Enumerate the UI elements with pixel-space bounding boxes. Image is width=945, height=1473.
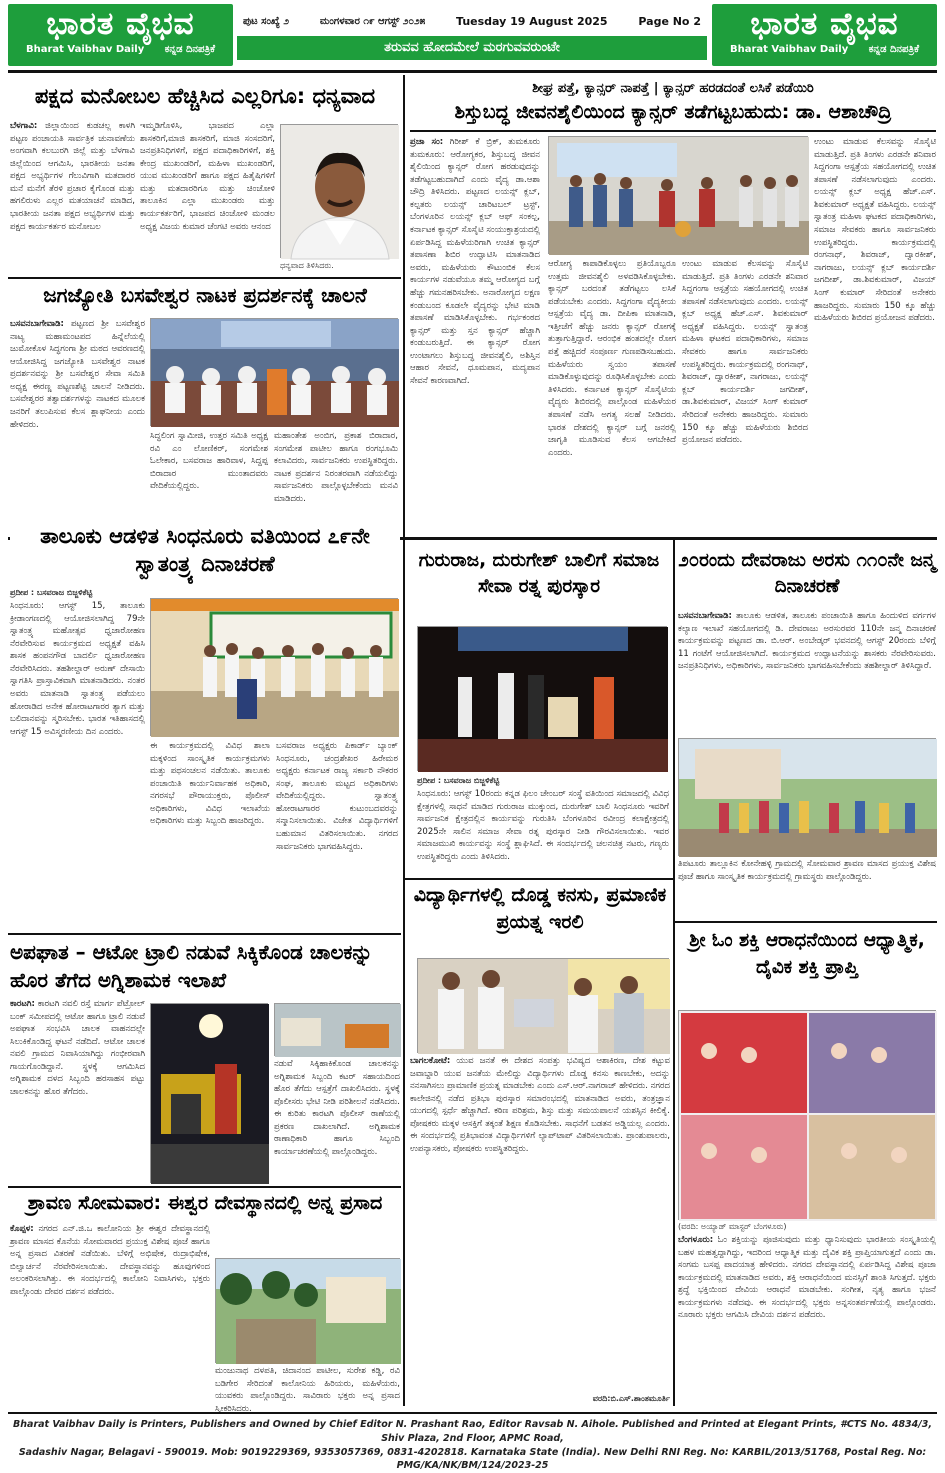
headline-thanks: ಪಕ್ಷದ ಮನೋಬಲ ಹೆಚ್ಚಿಸಿದ ಎಲ್ಲರಿಗೂ: ಧನ್ಯವಾದ <box>34 84 376 108</box>
portrait-caption: ಧನ್ಯವಾದ ತಿಳಿಸಿದರು. <box>280 261 334 270</box>
section-rule <box>8 1186 401 1188</box>
signoff: ವರದಿ:ಬಿ.ಎಸ್.ಶಾಂತಮೂರ್ತಿ <box>592 1394 670 1403</box>
headline-shravana: ಶ್ರಾವಣ ಸೋಮವಾರ: ಈಶ್ವರ ದೇವಸ್ಥಾನದಲ್ಲಿ ಅನ್ನ ಪ್ರಸಾದ <box>27 1192 383 1214</box>
logo-kn: ಕನ್ನಡ ದಿನಪತ್ರಿಕೆ <box>164 44 215 55</box>
headline-students: ವಿದ್ಯಾರ್ಥಿಗಳಲ್ಲಿ ದೊಡ್ಡ ಕನಸು, ಪ್ರಮಾಣಿಕ ಪ್ರಯತ್ನ ಇರಲಿ <box>413 884 667 933</box>
headline-accident: ಅಪಘಾತ – ಆಟೋ ಟ್ರಾಲಿ ನಡುವೆ ಸಿಕ್ಕಿಕೊಂಡ ಚಾಲಕನ್ನು ಹೊರ ತೆಗೆದ ಅಗ್ನಿಶಾಮಕ ಇಲಾಖೆ <box>10 940 373 992</box>
section-rule <box>410 130 936 132</box>
logo-en: Bharat Vaibhav Daily <box>26 44 145 55</box>
issue-number: ಪುಟ ಸಂಖ್ಯೆ ೨ <box>243 15 290 27</box>
dateline: ಬೆಂಗಳೂರು: <box>678 1235 714 1245</box>
accident-photo-2 <box>274 1003 400 1056</box>
body-text: ಪಟ್ಟಣದ ಶ್ರೀ ಬಸವೇಶ್ವರ ನಾಟ್ಯ ಮಹಾಮಂಟಪದ ಹಿನ್ನೆಲೆಯಲ್ಲಿ ಜುಮೋಕೊಳ ಸಿದ್ಧಗಂಗಾ ಶ್ರೀ ಮಠದ ಆವರಣದಲ್ಲಿ ಆಯೋಜಿಸಿದ್ದ ಜಗಜ್ಯೋತಿ ಬಸವೇಶ್ವರ ನಾಟಕ ಪ್ರದರ್ಶನವನ್ನು ಶ್ರೀ ಬಸವೇಶ್ವರ ಸೇವಾ ಸಮಿತಿ ಅಧ್ಯಕ್ಷ ಈರಣ್ಣ ಪಟ್ಟಣಶೆಟ್ಟಿ ಚಾಲನೆ ನೀಡಿದರು. ಬಸವೇಶ್ವರರ ತತ್ವಾದರ್ಶಗಳನ್ನು ನಾಟಕದ ಮೂಲಕ ಜನರಿಗೆ ತಲುಪಿಸುವ ಕೆಲಸ ಶ್ಲಾಘನೀಯ ಎಂದು ಹೇಳಿದರು. <box>10 319 146 430</box>
issue-date: Tuesday 19 August 2025 <box>456 14 608 28</box>
students-photo <box>417 958 669 1053</box>
article-independence-col2: ಈ ಕಾರ್ಯಕ್ರಮದಲ್ಲಿ ವಿವಿಧ ಶಾಲಾ ಮಕ್ಕಳಿಂದ ಸಾಂಸ್ಕೃತಿಕ ಕಾರ್ಯಕ್ರಮಗಳು ಮತ್ತು ಪಥಸಂಚಲನ ನಡೆಯಿತು. ತಾಲೂಕು ಪಂಚಾಯಿತಿ ಕಾರ್ಯನಿರ್ವಾಹಕ ಅಧಿಕಾರಿ, ನಗರಸಭೆ ಪೌರಾಯುಕ್ತರು, ಪೊಲೀಸ್ ಅಧಿಕಾರಿಗಳು, ವಿವಿಧ ಇಲಾಖೆಯ ಅಧಿಕಾರಿಗಳು ಮತ್ತು ಸಿಬ್ಬಂದಿ ಹಾಜರಿದ್ದರು. <box>150 741 270 827</box>
section-rule <box>8 277 401 279</box>
article-independence-col1: ಸಿಂಧನೂರು: ಆಗಸ್ಟ್ 15, ತಾಲೂಕು ಕ್ರೀಡಾಂಗಣದಲ್ಲಿ ಆಯೋಜಿಸಲಾಗಿದ್ದ 79ನೇ ಸ್ವಾತಂತ್ರ್ಯ ಮಹೋತ್ಸವ ಧ್ವಜಾರೋಹಣ ನೆರವೇರಿಸುವ ಕಾರ್ಯಕ್ರಮದ ಅಧ್ಯಕ್ಷತೆ ವಹಿಸಿ ಶಾಸಕ ಹಂಪನಗೌಡ ಬಾದರ್ಲಿ ಧ್ವಜಾರೋಹಣ ನೆರವೇರಿಸಿದರು. ತಹಶೀಲ್ದಾರ್ ಅರುಣ್ ದೇಸಾಯಿ ಸ್ವಾಗತಿಸಿ ಪ್ರಾಸ್ತಾವಿಕವಾಗಿ ಮಾತನಾಡಿದರು. ನಂತರ ಅವರು ಮಾತನಾಡಿ ಸ್ವಾತಂತ್ರ್ಯ ಪಡೆಯಲು ಹೋರಾಡಿದ ಅನೇಕ ಹೋರಾಟಗಾರರ ತ್ಯಾಗ ಮತ್ತು ಬಲಿದಾನವನ್ನು ಸ್ಮರಿಸಬೇಕು. ಭಾರತ ಇತಿಹಾಸದಲ್ಲಿ ಆಗಸ್ಟ್ 15 ಅವಿಸ್ಮರಣೀಯ ದಿನ ಎಂದರು. <box>10 601 145 737</box>
body-text: ಕಾರಟಗಿ ನವಲಿ ರಸ್ತೆ ಮಾರ್ಗ ಪೆಟ್ರೋಲ್ ಬಂಕ್ ಸಮೀಪದಲ್ಲಿ ಆಟೋ ಹಾಗೂ ಟ್ರಾಲಿ ನಡುವೆ ಅಪಘಾತ ಸಂಭವಿಸಿ ಚಾಲಕ ವಾಹನದಲ್ಲೇ ಸಿಲುಕಿಕೊಂಡಿದ್ದ ಘಟನೆ ನಡೆದಿದೆ. ಆಟೋ ಚಾಲಕ ನವಲಿ ಗ್ರಾಮದ ನಿವಾಸಿಯಾಗಿದ್ದು ಗಂಭೀರವಾಗಿ ಗಾಯಗೊಂಡಿದ್ದಾನೆ. ಸ್ಥಳಕ್ಕೆ ಆಗಮಿಸಿದ ಅಗ್ನಿಶಾಮಕ ದಳದ ಸಿಬ್ಬಂದಿ ಹರಸಾಹಸ ಪಟ್ಟು ಚಾಲಕನನ್ನು ಹೊರ ತೆಗೆದರು. <box>10 999 145 1098</box>
article-shravana-col2: ಮಂಜುನಾಥ ದಳಪತಿ, ಚಿದಾನಂದ ಪಾಟೀಲ, ಸುರೇಶ ಕಡ್ಡಿ, ರವಿ ಬಡಿಗೇರ ಸೇರಿದಂತೆ ಕಾಲೋನಿಯ ಹಿರಿಯರು, ಮಹಿಳೆಯರು, ಯುವಕರು ಪಾಲ್ಗೊಂಡಿದ್ದರು. ಸಾವಿರಾರು ಭಕ್ತರು ಅನ್ನ ಪ್ರಸಾದ ಸ್ವೀಕರಿಸಿದರು. <box>215 1366 400 1414</box>
dateline: ಪ್ರದೀಪ : ಬಸವರಾಜ ಬಿಜ್ಜಳಿಕೆಟ್ಟಿ <box>10 588 93 597</box>
village-caption: ತಿಪಟೂರು ತಾಲ್ಲೂಕಿನ ಕೋನೇಹಳ್ಳಿ ಗ್ರಾಮದಲ್ಲಿ ಸೋಮವಾರ ಶ್ರಾವಣ ಮಾಸದ ಪ್ರಯುಕ್ತ ವಿಶೇಷ ಪೂಜೆ ಹಾಗೂ ಸಾಂಸ್ಕೃತಿಕ ಕಾರ್ಯಕ್ರಮದಲ್ಲಿ ಗ್ರಾಮಸ್ಥರು ಪಾಲ್ಗೊಂಡಿದ್ದರು. <box>678 859 936 882</box>
award-photo <box>417 626 667 771</box>
drama-photo <box>150 318 398 426</box>
article-thanks-col1 <box>10 120 135 272</box>
dateline: ಕೊಪ್ಪಳ: <box>10 1224 34 1234</box>
dateline: ಬೆಳಗಾವಿ: <box>10 121 38 131</box>
slogan-banner: ತರುವವ ಹೋದಮೇಲೆ ಮರಗುವವರುಂಟೇ <box>237 36 707 60</box>
article-thanks-col2: ಇಮ್ಮಡಿಗೊಳಿಸಿ, ಭಾಜಪದ ಎಲ್ಲಾ ಶಾಸಕರಿಗೆ,ಮಾಜಿ ಶಾಸಕರಿಗೆ, ಮಾಜಿ ಸಂಸದರಿಗೆ, ಜನಪ್ರತಿನಿಧಿಗಳಿಗೆ, ಪಕ್ಷದ ಪದಾಧಿಕಾರಿಗಳಿಗೆ, ಶಕ್ತಿ ಕೇಂದ್ರ ಮುಖಂಡರಿಗೆ, ಮಹಿಳಾ ಮುಖಂಡರಿಗೆ, ಯುವ ಮುಖಂಡರಿಗೆ ಹಾಗೂ ಪಕ್ಷದ ಹಿತೈಷಿಗಳಿಗೆ ಮತ್ತು ಮತದಾರರಿಗೂ ಮತ್ತು ಚಿಂಚೋಳಿ ತಾಲೂಕಿನ ಎಲ್ಲಾ ಮುಖಂಡರು ಮತ್ತು ಕಾರ್ಯಕರ್ತರಿಗೆ, ಭಾಜಪದ ಚಿಂಚೋಳಿ ಮಂಡಲ ಅಧ್ಯಕ್ಷ ವಿಜಯ ಕುಮಾರ ಚೆಂಗಟಿ ಅವರು ಆನಂದ <box>140 121 275 232</box>
dateline: ಪ್ರದೀಪ : ಬಸವರಾಜ ಬಿಜ್ಜಳಿಕೆಟ್ಟಿ <box>417 776 500 785</box>
article-basavesh-col3: ಮಹಾಂತೇಶ ಅಂಬಿಗ, ಪ್ರಕಾಶ ಬಿರಾದಾರ, ಸಂಗಮೇಶ ಪಾಟೀಲ ಹಾಗೂ ರಂಗಭೂಮಿ ಕಲಾವಿದರು, ಸಾರ್ವಜನಿಕರು ಉಪಸ್ಥಿತರಿದ್ದರು. ನಾಟಕ ಪ್ರದರ್ಶನ ನಿರಂತರವಾಗಿ ನಡೆಯಲಿದ್ದು ಸಾರ್ವಜನಿಕರು ಪಾಲ್ಗೊಳ್ಳಬೇಕೆಂದು ಮನವಿ ಮಾಡಿದರು. <box>274 431 398 504</box>
village-photo <box>678 738 936 856</box>
logo-en: Bharat Vaibhav Daily <box>730 44 849 55</box>
article-devaraj-body <box>678 610 936 700</box>
headline-award: ಗುರುರಾಜ, ದುರುಗೇಶ್ ಬಾಲಿಗೆ ಸಮಾಜ ಸೇವಾ ರತ್ನ ಪುರಸ್ಕಾರ <box>418 550 660 597</box>
cancer-camp-photo <box>548 136 808 254</box>
body-text: ತಾಲೂಕು ಆಡಳಿತ, ತಾಲೂಕು ಪಂಚಾಯಿತಿ ಹಾಗೂ ಹಿಂದುಳಿದ ವರ್ಗಗಳ ಕಲ್ಯಾಣ ಇಲಾಖೆ ಸಹಯೋಗದಲ್ಲಿ ಡಿ. ದೇವರಾಜು ಅರಸುರವರ 110ನೇ ಜನ್ಮ ದಿನಾಚರಣೆ ಕಾರ್ಯಕ್ರಮವನ್ನು ಪಟ್ಟಣದ ಡಾ. ಬಿ.ಆರ್. ಅಂಬೇಡ್ಕರ್ ಭವನದಲ್ಲಿ ಆಗಸ್ಟ್ 20ರಂದು ಬೆಳಿಗ್ಗೆ 11 ಗಂಟೆಗೆ ಆಯೋಜಿಸಲಾಗಿದೆ. ಕಾರ್ಯಕ್ರಮದ ಉದ್ಘಾಟನೆಯನ್ನು ಶಾಸಕರು ನೆರವೇರಿಸುವರು. ಜನಪ್ರತಿನಿಧಿಗಳು, ಅಧಿಕಾರಿಗಳು, ಸಾರ್ವಜನಿಕರು ಭಾಗವಹಿಸಬೇಕೆಂದು ತಹಶೀಲ್ದಾರ್ ತಿಳಿಸಿದ್ದಾರೆ. <box>678 611 936 672</box>
article-cancer-col2: ಆರೋಗ್ಯ ಕಾಪಾಡಿಕೊಳ್ಳಲು ಪ್ರತಿಯೊಬ್ಬರೂ ಉತ್ತಮ ಜೀವನಶೈಲಿ ಅಳವಡಿಸಿಕೊಳ್ಳಬೇಕು. ಕ್ಯಾನ್ಸರ್ ಬರದಂತೆ ತಡೆಗಟ್ಟಲು ಲಸಿಕೆ ಪಡೆಯಬೇಕು ಎಂದರು. ಸಿದ್ದಗಂಗಾ ವೈದ್ಯಕೀಯ ಆಸ್ಪತ್ರೆಯ ವೈದ್ಯ ಡಾ. ದೀಪಿಕಾ ಮಾತನಾಡಿ, ಇತ್ತೀಚೆಗೆ ಹೆಚ್ಚು ಜನರು ಕ್ಯಾನ್ಸರ್ ರೋಗಕ್ಕೆ ತುತ್ತಾಗುತ್ತಿದ್ದಾರೆ. ಆರಂಭಿಕ ಹಂತದಲ್ಲೇ ರೋಗ ಪತ್ತೆ ಹಚ್ಚಿದರೆ ಸಂಪೂರ್ಣ ಗುಣಪಡಿಸಬಹುದು. ಮಹಿಳೆಯರು ಸ್ವಯಂ ತಪಾಸಣೆ ಮಾಡಿಕೊಳ್ಳುವುದನ್ನು ರೂಢಿಸಿಕೊಳ್ಳಬೇಕು ಎಂದು ತಿಳಿಸಿದರು. ಕರ್ನಾಟಕ ಕ್ಯಾನ್ಸರ್ ಸೊಸೈಟಿಯ ವೈದ್ಯರು ಶಿಬಿರದಲ್ಲಿ ಪಾಲ್ಗೊಂಡ ಮಹಿಳೆಯರ ತಪಾಸಣೆ ನಡೆಸಿ ಅಗತ್ಯ ಸಲಹೆ ನೀಡಿದರು. ಭಾರತ ದೇಶದಲ್ಲಿ ಕ್ಯಾನ್ಸರ್ ಬಗ್ಗೆ ಜನರಲ್ಲಿ ಜಾಗೃತಿ ಮೂಡಿಸುವ ಕೆಲಸ ಆಗಬೇಕಿದೆ ಎಂದರು. <box>548 259 676 458</box>
shakti-caption: (ವರದಿ: ಅಯ್ಯಾಡ್ ಮಾಸ್ಟರ್ ಬೆಂಗಳೂರು) <box>678 1222 787 1231</box>
article-students-body <box>410 1055 670 1395</box>
body-text: ಯುವ ಜನತೆ ಈ ದೇಶದ ಸಂಪತ್ತು ಭವಿಷ್ಯದ ಆಶಾಕಿರಣ, ದೇಶ ಕಟ್ಟುವ ಜವಾಬ್ದಾರಿ ಯುವ ಜನತೆಯ ಮೇಲಿದ್ದು ವಿದ್ಯಾರ್ಥಿಗಳು ದೊಡ್ಡ ಕನಸು ಕಾಣಬೇಕು, ಅದನ್ನು ನನಸಾಗಿಸಲು ಪ್ರಾಮಾಣಿಕ ಪ್ರಯತ್ನ ಮಾಡಬೇಕು ಎಂದು ಎಸ್.ಆರ್.ನಾಗರಾಜ್ ಹೇಳಿದರು. ನಗರದ ಕಾಲೇಜಿನಲ್ಲಿ ನಡೆದ ಪ್ರತಿಭಾ ಪುರಸ್ಕಾರ ಸಮಾರಂಭದಲ್ಲಿ ಮಾತನಾಡಿದ ಅವರು, ತಂತ್ರಜ್ಞಾನ ಯುಗದಲ್ಲಿ ಸ್ಪರ್ಧೆ ಹೆಚ್ಚಾಗಿದೆ. ಕಠಿಣ ಪರಿಶ್ರಮ, ಶಿಸ್ತು ಮತ್ತು ಸಮಯಪಾಲನೆ ಯಶಸ್ಸಿನ ಕೀಲಿಕೈ. ಪೋಷಕರು ಮಕ್ಕಳ ಆಸಕ್ತಿಗೆ ತಕ್ಕಂತೆ ಶಿಕ್ಷಣ ಕೊಡಿಸಬೇಕು. ಸಾಧನೆಗೆ ಬಡತನ ಅಡ್ಡಿಯಲ್ಲ ಎಂದರು. ಈ ಸಂದರ್ಭದಲ್ಲಿ ಪ್ರತಿಭಾವಂತ ವಿದ್ಯಾರ್ಥಿಗಳಿಗೆ ಲ್ಯಾಪ್‌ಟಾಪ್ ವಿತರಿಸಲಾಯಿತು. ಪ್ರಾಂಶುಪಾಲರು, ಉಪನ್ಯಾಸಕರು, ಪೋಷಕರು ಉಪಸ್ಥಿತರಿದ್ದರು. <box>410 1056 671 1155</box>
dateline: ಕಾರಟಗಿ: <box>10 999 35 1009</box>
accident-photo <box>150 1003 268 1183</box>
article-award-body: ಸಿಂಧನೂರು: ಆಗಸ್ಟ್ 10ರಂದು ಕನ್ನಡ ಫಿಲಂ ಚೇಂಬರ್ ಸಂಸ್ಥೆ ವತಿಯಿಂದ ಸಮಾಜದಲ್ಲಿ ವಿವಿಧ ಕ್ಷೇತ್ರಗಳಲ್ಲಿ ಸಾಧನೆ ಮಾಡಿದ ಗುರುರಾಜ ಮುಕ್ಕುಂದ, ದುರುಗೇಶ್ ಬಾಲಿ ಸಿಂಧನೂರು ಇವರಿಗೆ ಸಾರ್ವಜನಿಕ ಕ್ಷೇತ್ರದಲ್ಲಿನ ಕಾರ್ಯವನ್ನು ಗುರುತಿಸಿ ಬೆಂಗಳೂರಿನ ರವೀಂದ್ರ ಕಲಾಕ್ಷೇತ್ರದಲ್ಲಿ 2025ನೇ ಸಾಲಿನ ಸಮಾಜ ಸೇವಾ ರತ್ನ ಪುರಸ್ಕಾರ ನೀಡಿ ಗೌರವಿಸಲಾಯಿತು. ಇವರ ಸಮಾಜಮುಖಿ ಕಾರ್ಯವನ್ನು ಸಂಸ್ಥೆ ಶ್ಲಾಘಿಸಿದೆ. ಈ ಸಂದರ್ಭದಲ್ಲಿ ಚಲನಚಿತ್ರ ನಟರು, ಗಣ್ಯರು ಉಪಸ್ಥಿತರಿದ್ದರು ಎಂದು ತಿಳಿಸಿದರು. <box>417 789 669 862</box>
dateline: ಬಾಗಲಕೋಟೆ: <box>410 1056 451 1066</box>
column-rule <box>403 75 405 537</box>
section-rule <box>675 921 937 923</box>
article-accident-col1 <box>10 998 145 1178</box>
article-cancer-col3a: ಉಂಟು ಮಾಡುವ ಕೆಲಸವನ್ನು ಸೊಸೈಟಿ ಮಾಡುತ್ತಿದೆ. ಪ್ರತಿ ತಿಂಗಳು ಎರಡನೇ ಶನಿವಾರ ಸಿದ್ದಗಂಗಾ ಆಸ್ಪತ್ರೆಯ ಸಹಯೋಗದಲ್ಲಿ ಉಚಿತ ತಪಾಸಣೆ ನಡೆಸಲಾಗುವುದು ಎಂದರು. ಲಯನ್ಸ್ ಕ್ಲಬ್ ಅಧ್ಯಕ್ಷ ಹೆಚ್.ಎಸ್. ಶಿವಕುಮಾರ್ ಅಧ್ಯಕ್ಷತೆ ವಹಿಸಿದ್ದರು. ಲಯನ್ಸ್ ಸ್ವಾತಂತ್ರ ಮಹಿಳಾ ಘಟಕದ ಪದಾಧಿಕಾರಿಗಳು, ಸಮಾಜ ಸೇವಕರು ಹಾಗೂ ಸಾರ್ವಜನಿಕರು ಉಪಸ್ಥಿತರಿದ್ದರು. ಕಾರ್ಯಕ್ರಮದಲ್ಲಿ ರಂಗನಾಥ್, ಶಿವರಾಜ್, ದ್ವಾರಕೀಶ್, ನಾಗರಾಜು, ಲಯನ್ಸ್ ಕ್ಲಬ್ ಕಾರ್ಯದರ್ಶಿ ಜಗದೀಶ್, ಡಾ.ಶಿವಕುಮಾರ್, ವಿಜಯ್ ಸಿಂಗ್ ಕುಮಾರ್ ಸೇರಿದಂತೆ ಅನೇಕರು ಹಾಜರಿದ್ದರು. ಸುಮಾರು 150 ಕ್ಕೂ ಹೆಚ್ಚು ಮಹಿಳೆಯರು ಶಿಬಿರದ ಪ್ರಯೋಜನ ಪಡೆದರು. <box>682 259 808 446</box>
masthead-logo-right <box>712 4 937 66</box>
issue-day-kn: ಮಂಗಳವಾರ ೧೯ ಆಗಸ್ಟ್ ೨೦೨೫ <box>319 15 426 27</box>
temple-photo <box>215 1258 400 1363</box>
article-independence-col3: ಬಸವರಾಜ ಅಧ್ಯಕ್ಷರು ಪಿಕಾರ್ಡ್ ಬ್ಯಾಂಕ್ ಸಿಂಧನೂರು, ಚಂದ್ರಶೇಖರ ಹಿರೇಮಠ ಅಧ್ಯಕ್ಷರು ಕರ್ನಾಟಕ ರಾಜ್ಯ ಸರ್ಕಾರಿ ನೌಕರರ ಸಂಘ, ತಾಲೂಕು ಮಟ್ಟದ ಅಧಿಕಾರಿಗಳು ವೇದಿಕೆಯಲ್ಲಿದ್ದರು. ಸ್ವಾತಂತ್ರ್ಯ ಹೋರಾಟಗಾರರ ಕುಟುಂಬದವರನ್ನು ಸನ್ಮಾನಿಸಲಾಯಿತು. ವಿಜೇತ ವಿದ್ಯಾರ್ಥಿಗಳಿಗೆ ಬಹುಮಾನ ವಿತರಿಸಲಾಯಿತು. ನಗರದ ಸಾರ್ವಜನಿಕರು ಭಾಗವಹಿಸಿದ್ದರು. <box>276 741 398 852</box>
kicker-cancer: ಶೀಘ್ರ ಪತ್ತೆ, ಕ್ಯಾನ್ಸರ್ ನಾಪತ್ತೆ | ಕ್ಯಾನ್ಸರ್ ಹರಡದಂತೆ ಲಸಿಕೆ ಪಡೆಯಿರಿ <box>532 81 814 96</box>
article-shakti-body <box>678 1234 936 1404</box>
masthead-rule <box>8 70 937 73</box>
body-text: ಜಿಲ್ಲಾಯಿಂದ ಕುಡಚಲ್ಲ ಕಾಳಗಿ ಪಟ್ಟಣ ಪಂಚಾಯತಿ ಸಾರ್ವತ್ರಿಕ ಚುನಾವಣೆಯ ಅಂಗವಾಗಿ ಕಲಬುರಗಿ ಜಿಲ್ಲೆ ಮತ್ತು ಬೆಳಗಾವಿ ಜಿಲ್ಲೆಯಿಂದ ಆಗಮಿಸಿ, ಭಾರತೀಯ ಜನತಾ ಪಕ್ಷದ ಅಭ್ಯರ್ಥಿಗಳ ಗೆಲುವಿಗಾಗಿ ಮತದಾರರ ಮನೆ ಮನೆಗೆ ತೆರಳಿ ಪ್ರಚಾರ ಕೈಗೊಂಡ ಮತ್ತು ಹಗಲಿರುಳು ಎಲ್ಲರ ಮತಯಾಚನೆ ಮಾಡಿದ, ಭಾರತೀಯ ಜನತಾ ಪಕ್ಷದ ಅಭ್ಯರ್ಥಿಗಳ ಮತ್ತು ಪಕ್ಷದ ಕಾರ್ಯಕರ್ತರ ಮನೋಬಲ <box>10 121 135 232</box>
flag-hoisting-photo <box>150 598 398 736</box>
article-cancer-col4: ಉಂಟು ಮಾಡುವ ಕೆಲಸವನ್ನು ಸೊಸೈಟಿ ಮಾಡುತ್ತಿದೆ. ಪ್ರತಿ ತಿಂಗಳು ಎರಡನೇ ಶನಿವಾರ ಸಿದ್ದಗಂಗಾ ಆಸ್ಪತ್ರೆಯ ಸಹಯೋಗದಲ್ಲಿ ಉಚಿತ ತಪಾಸಣೆ ನಡೆಸಲಾಗುವುದು ಎಂದರು. ಲಯನ್ಸ್ ಕ್ಲಬ್ ಅಧ್ಯಕ್ಷ ಹೆಚ್.ಎಸ್. ಶಿವಕುಮಾರ್ ಅಧ್ಯಕ್ಷತೆ ವಹಿಸಿದ್ದರು. ಲಯನ್ಸ್ ಸ್ವಾತಂತ್ರ ಮಹಿಳಾ ಘಟಕದ ಪದಾಧಿಕಾರಿಗಳು, ಸಮಾಜ ಸೇವಕರು ಹಾಗೂ ಸಾರ್ವಜನಿಕರು ಉಪಸ್ಥಿತರಿದ್ದರು. ಕಾರ್ಯಕ್ರಮದಲ್ಲಿ ರಂಗನಾಥ್, ಶಿವರಾಜ್, ದ್ವಾರಕೀಶ್, ನಾಗರಾಜು, ಲಯನ್ಸ್ ಕ್ಲಬ್ ಕಾರ್ಯದರ್ಶಿ ಜಗದೀಶ್, ಡಾ.ಶಿವಕುಮಾರ್, ವಿಜಯ್ ಸಿಂಗ್ ಕುಮಾರ್ ಸೇರಿದಂತೆ ಅನೇಕರು ಹಾಜರಿದ್ದರು. ಸುಮಾರು 150 ಕ್ಕೂ ಹೆಚ್ಚು ಮಹಿಳೆಯರು ಶಿಬಿರದ ಪ್ರಯೋಜನ ಪಡೆದರು. <box>814 137 936 324</box>
headline-independence: ತಾಲೂಕು ಆಡಳಿತ ಸಿಂಧನೂರು ವತಿಯಿಂದ ೭೯ನೇ ಸ್ವಾತಂತ್ರ್ಯ ದಿನಾಚರಣೆ <box>10 522 400 579</box>
article-cancer-col1 <box>410 136 540 532</box>
masthead-logo-left <box>8 4 233 66</box>
logo-title: ಭಾರತ ವೈಭವ <box>750 6 899 42</box>
logo-kn: ಕನ್ನಡ ದಿನಪತ್ರಿಕೆ <box>868 44 919 55</box>
headline-basavesh: ಜಗಜ್ಯೋತಿ ಬಸವೇಶ್ವರ ನಾಟಕ ಪ್ರದರ್ಶನಕ್ಕೆ ಚಾಲನೆ <box>43 283 367 307</box>
article-accident-col2: ನಡುವೆ ಸಿಕ್ಕಿಹಾಕಿಕೊಂಡ ಚಾಲಕನನ್ನು ಅಗ್ನಿಶಾಮಕ ಸಿಬ್ಬಂದಿ ಕಟರ್ ಸಹಾಯದಿಂದ ಹೊರ ತೆಗೆದು ಆಸ್ಪತ್ರೆಗೆ ದಾಖಲಿಸಿದರು. ಸ್ಥಳಕ್ಕೆ ಪೊಲೀಸರು ಭೇಟಿ ನೀಡಿ ಪರಿಶೀಲನೆ ನಡೆಸಿದರು. ಈ ಕುರಿತು ಕಾರಟಗಿ ಪೊಲೀಸ್ ಠಾಣೆಯಲ್ಲಿ ಪ್ರಕರಣ ದಾಖಲಾಗಿದೆ. ಅಗ್ನಿಶಾಮಕ ಠಾಣಾಧಿಕಾರಿ ಹಾಗೂ ಸಿಬ್ಬಂದಿ ಕಾರ್ಯಾಚರಣೆಯಲ್ಲಿ ಪಾಲ್ಗೊಂಡಿದ್ದರು. <box>274 1059 400 1158</box>
imprint-line-1: Bharat Vaibhav Daily is Printers, Publishers and Owned by Chief Editor N. Prashant Rao, Editor Ravsab N. Aihole. Published and Printed at Elegant Prints, #CTS No. 4834/3, Shiv Plaza, 2nd Floor, APMC Road, <box>13 1419 932 1444</box>
issue-bar <box>237 8 707 34</box>
body-text: ಗಿರೀಶ್ ಕೆ ಬ್ರಿಕ್, ತುಮಕೂರು ತುಮಕೂರು: ಆರೋಗ್ಯಕರ, ಶಿಸ್ತುಬದ್ಧ ಜೀವನ ಶೈಲಿಯಿಂದ ಕ್ಯಾನ್ಸರ್ ರೋಗ ಹರಡುವುದನ್ನು ತಡೆಗಟ್ಟಬಹುದಾಗಿದೆ ಎಂದು ವೈದ್ಯ ಡಾ.ಆಶಾ ಚೌದ್ರಿ ತಿಳಿಸಿದರು. ಪಟ್ಟಣದ ಲಯನ್ಸ್ ಕ್ಲಬ್, ಕಲ್ಪತರು ಲಯನ್ಸ್ ಚಾರಿಟಬಲ್ ಟ್ರಸ್ಟ್, ಬೆಂಗಳೂರಿನ ಲಯನ್ಸ್ ಕ್ಲಬ್ ಆಫ್ ಸಂಕಲ್ಪ, ಕರ್ನಾಟಕ ಕ್ಯಾನ್ಸರ್ ಸೊಸೈಟಿ ಸಂಯುಕ್ತಾಶ್ರಯದಲ್ಲಿ ಏರ್ಪಡಿಸಿದ್ದ ಮಹಿಳೆಯರಿಗಾಗಿ ಉಚಿತ ಕ್ಯಾನ್ಸರ್ ತಪಾಸಣಾ ಶಿಬಿರ ಉದ್ಘಾಟಿಸಿ ಮಾತನಾಡಿದ ಅವರು, ಮಹಿಳೆಯರು ಕೌಟುಂಬಿಕ ಕೆಲಸ ಕಾರ್ಯಗಳ ನಡುವೆಯೂ ತಮ್ಮ ಆರೋಗ್ಯದ ಬಗ್ಗೆ ಹೆಚ್ಚು ಗಮನಹರಿಸಬೇಕು. ಅನಾರೋಗ್ಯದ ಲಕ್ಷಣ ಕಂಡುಬಂದ ಕೂಡಲೇ ವೈದ್ಯರನ್ನು ಭೇಟಿ ಮಾಡಿ ತಪಾಸಣೆ ಮಾಡಿಸಿಕೊಳ್ಳಬೇಕು. ಗರ್ಭಕಂಠದ ಕ್ಯಾನ್ಸರ್ ಮತ್ತು ಸ್ತನ ಕ್ಯಾನ್ಸರ್ ಹೆಚ್ಚಾಗಿ ಕಂಡುಬರುತ್ತಿದೆ. ಈ ಕ್ಯಾನ್ಸರ್ ರೋಗ ಉಂಟಾಗಲು ಶಿಸ್ತುಬದ್ಧ ಜೀವನಶೈಲಿ, ಅಶಿಸ್ತಿನ ಆಹಾರ ಸೇವನೆ, ಧೂಮಪಾನ, ಮದ್ಯಪಾನ ಸೇವನೆ ಕಾರಣವಾಗಿದೆ. <box>410 137 541 386</box>
headline-cancer: ಶಿಸ್ತುಬದ್ಧ ಜೀವನಶೈಲಿಯಿಂದ ಕ್ಯಾನ್ಸರ್ ತಡೆಗಟ್ಟಬಹುದು: ಡಾ. ಆಶಾಚೌದ್ರಿ <box>454 101 892 123</box>
body-text: ನಗರದ ಎನ್.ಜಿ.ಒ ಕಾಲೋನಿಯ ಶ್ರೀ ಈಶ್ವರ ದೇವಸ್ಥಾನದಲ್ಲಿ ಶ್ರಾವಣ ಮಾಸದ ಕೊನೆಯ ಸೋಮವಾರದ ಪ್ರಯುಕ್ತ ವಿಶೇಷ ಪೂಜೆ ಹಾಗೂ ಅನ್ನ ಪ್ರಸಾದ ವಿತರಣೆ ನಡೆಯಿತು. ಬೆಳಿಗ್ಗೆ ಅಭಿಷೇಕ, ರುದ್ರಾಭಿಷೇಕ, ಬಿಲ್ವಾರ್ಚನೆ ನೆರವೇರಿಸಲಾಯಿತು. ದೇವಸ್ಥಾನವನ್ನು ಹೂವುಗಳಿಂದ ಅಲಂಕರಿಸಲಾಗಿತ್ತು. ಈ ಸಂದರ್ಭದಲ್ಲಿ ಕಾಲೋನಿ ನಿವಾಸಿಗಳು, ಭಕ್ತರು ಪಾಲ್ಗೊಂಡು ದೇವರ ದರ್ಶನ ಪಡೆದರು. <box>10 1224 211 1297</box>
page-number: Page No 2 <box>638 14 701 28</box>
body-text: ಓಂ ಶಕ್ತಿಯನ್ನು ಪೂಜಿಸುವುದು ಮತ್ತು ಧ್ಯಾನಿಸುವುದು ಭಾರತೀಯ ಸಂಸ್ಕೃತಿಯಲ್ಲಿ ಬಹಳ ಮಹತ್ವದ್ದಾಗಿದ್ದು, ಇದರಿಂದ ಆಧ್ಯಾತ್ಮಿಕ ಮತ್ತು ದೈವಿಕ ಶಕ್ತಿ ಪ್ರಾಪ್ತಿಯಾಗುತ್ತದೆ ಎಂದು ಡಾ. ಸಂಗಮ ಬಸಪ್ಪ ಪಾದಯಾತ್ರ ಹೇಳಿದರು. ನಗರದ ದೇವಸ್ಥಾನದಲ್ಲಿ ಏರ್ಪಡಿಸಿದ್ದ ವಿಶೇಷ ಪೂಜಾ ಕಾರ್ಯಕ್ರಮದಲ್ಲಿ ಮಾತನಾಡಿದ ಅವರು, ಶಕ್ತಿ ಆರಾಧನೆಯಿಂದ ಮನಸ್ಸಿಗೆ ಶಾಂತಿ ಸಿಗುತ್ತದೆ. ಭಕ್ತರು ಶ್ರದ್ಧೆ ಭಕ್ತಿಯಿಂದ ದೇವಿಯ ಆರಾಧನೆ ಮಾಡಬೇಕು. ಸಂಗೀತ, ನೃತ್ಯ ಹಾಗೂ ಭಜನೆ ಕಾರ್ಯಕ್ರಮಗಳು ನಡೆದವು. ಈ ಸಂದರ್ಭದಲ್ಲಿ ಭಕ್ತರು ಅನ್ನಸಂತರ್ಪಣೆಯಲ್ಲಿ ಪಾಲ್ಗೊಂಡರು. ನೂರಾರು ಭಕ್ತರು ಆಗಮಿಸಿ ದೇವಿಯ ದರ್ಶನ ಪಡೆದರು. <box>678 1235 936 1321</box>
dateline: ಬಸವನಬಾಗೇವಾಡಿ: <box>678 611 732 621</box>
logo-title: ಭಾರತ ವೈಭವ <box>46 6 195 42</box>
portrait-photo <box>280 124 398 258</box>
article-basavesh-col2: ಸಿದ್ಧಲಿಂಗ ಸ್ವಾಮೀಜಿ, ಉತ್ತರ ಸಮಿತಿ ಅಧ್ಯಕ್ಷ ರವಿ ಎಂ ಲೋಣಿಕರ್, ಸಂಗಮೇಶ ಓಲೇಕಾರ, ಬಸವರಾಜ ಹಾರಿವಾಳ, ಸಿದ್ದಪ್ಪ ಬಿರಾದಾರ ಮುಂತಾದವರು ವೇದಿಕೆಯಲ್ಲಿದ್ದರು. <box>150 431 268 492</box>
column-rule <box>673 540 675 1406</box>
headline-devaraj: ೨೦ರಂದು ದೇವರಾಜು ಅರಸು ೧೧೦ನೇ ಜನ್ಮ ದಿನಾಚರಣೆ <box>678 550 936 597</box>
section-rule <box>405 878 673 880</box>
dateline: ಬಸವನಬಾಗೇವಾಡಿ: <box>10 319 64 329</box>
imprint-footer <box>8 1412 937 1472</box>
article-basavesh-col1 <box>10 318 145 518</box>
imprint-line-2: Sadashiv Nagar, Belagavi - 590019. Mob: 9019229369, 9353057369, 0831-4202818. Karnataka State (India). New Delhi RNI Reg. No: KARBIL/2013/51768, Postal Reg. No: PMG/KA/NK/BM/124/2023-25 <box>18 1446 927 1472</box>
article-shravana-col1 <box>10 1223 210 1403</box>
dateline: ಪ್ರಜಾ ಸಂ: <box>410 137 444 147</box>
shakti-collage-photo <box>678 1010 936 1220</box>
column-rule <box>403 540 405 1406</box>
headline-shakti: ಶ್ರೀ ಓಂ ಶಕ್ತಿ ಆರಾಧನೆಯಿಂದ ಆಧ್ಯಾತ್ಮಿಕ, ದೈವಿಕ ಶಕ್ತಿ ಪ್ರಾಪ್ತಿ <box>689 930 925 978</box>
section-rule <box>8 933 401 935</box>
